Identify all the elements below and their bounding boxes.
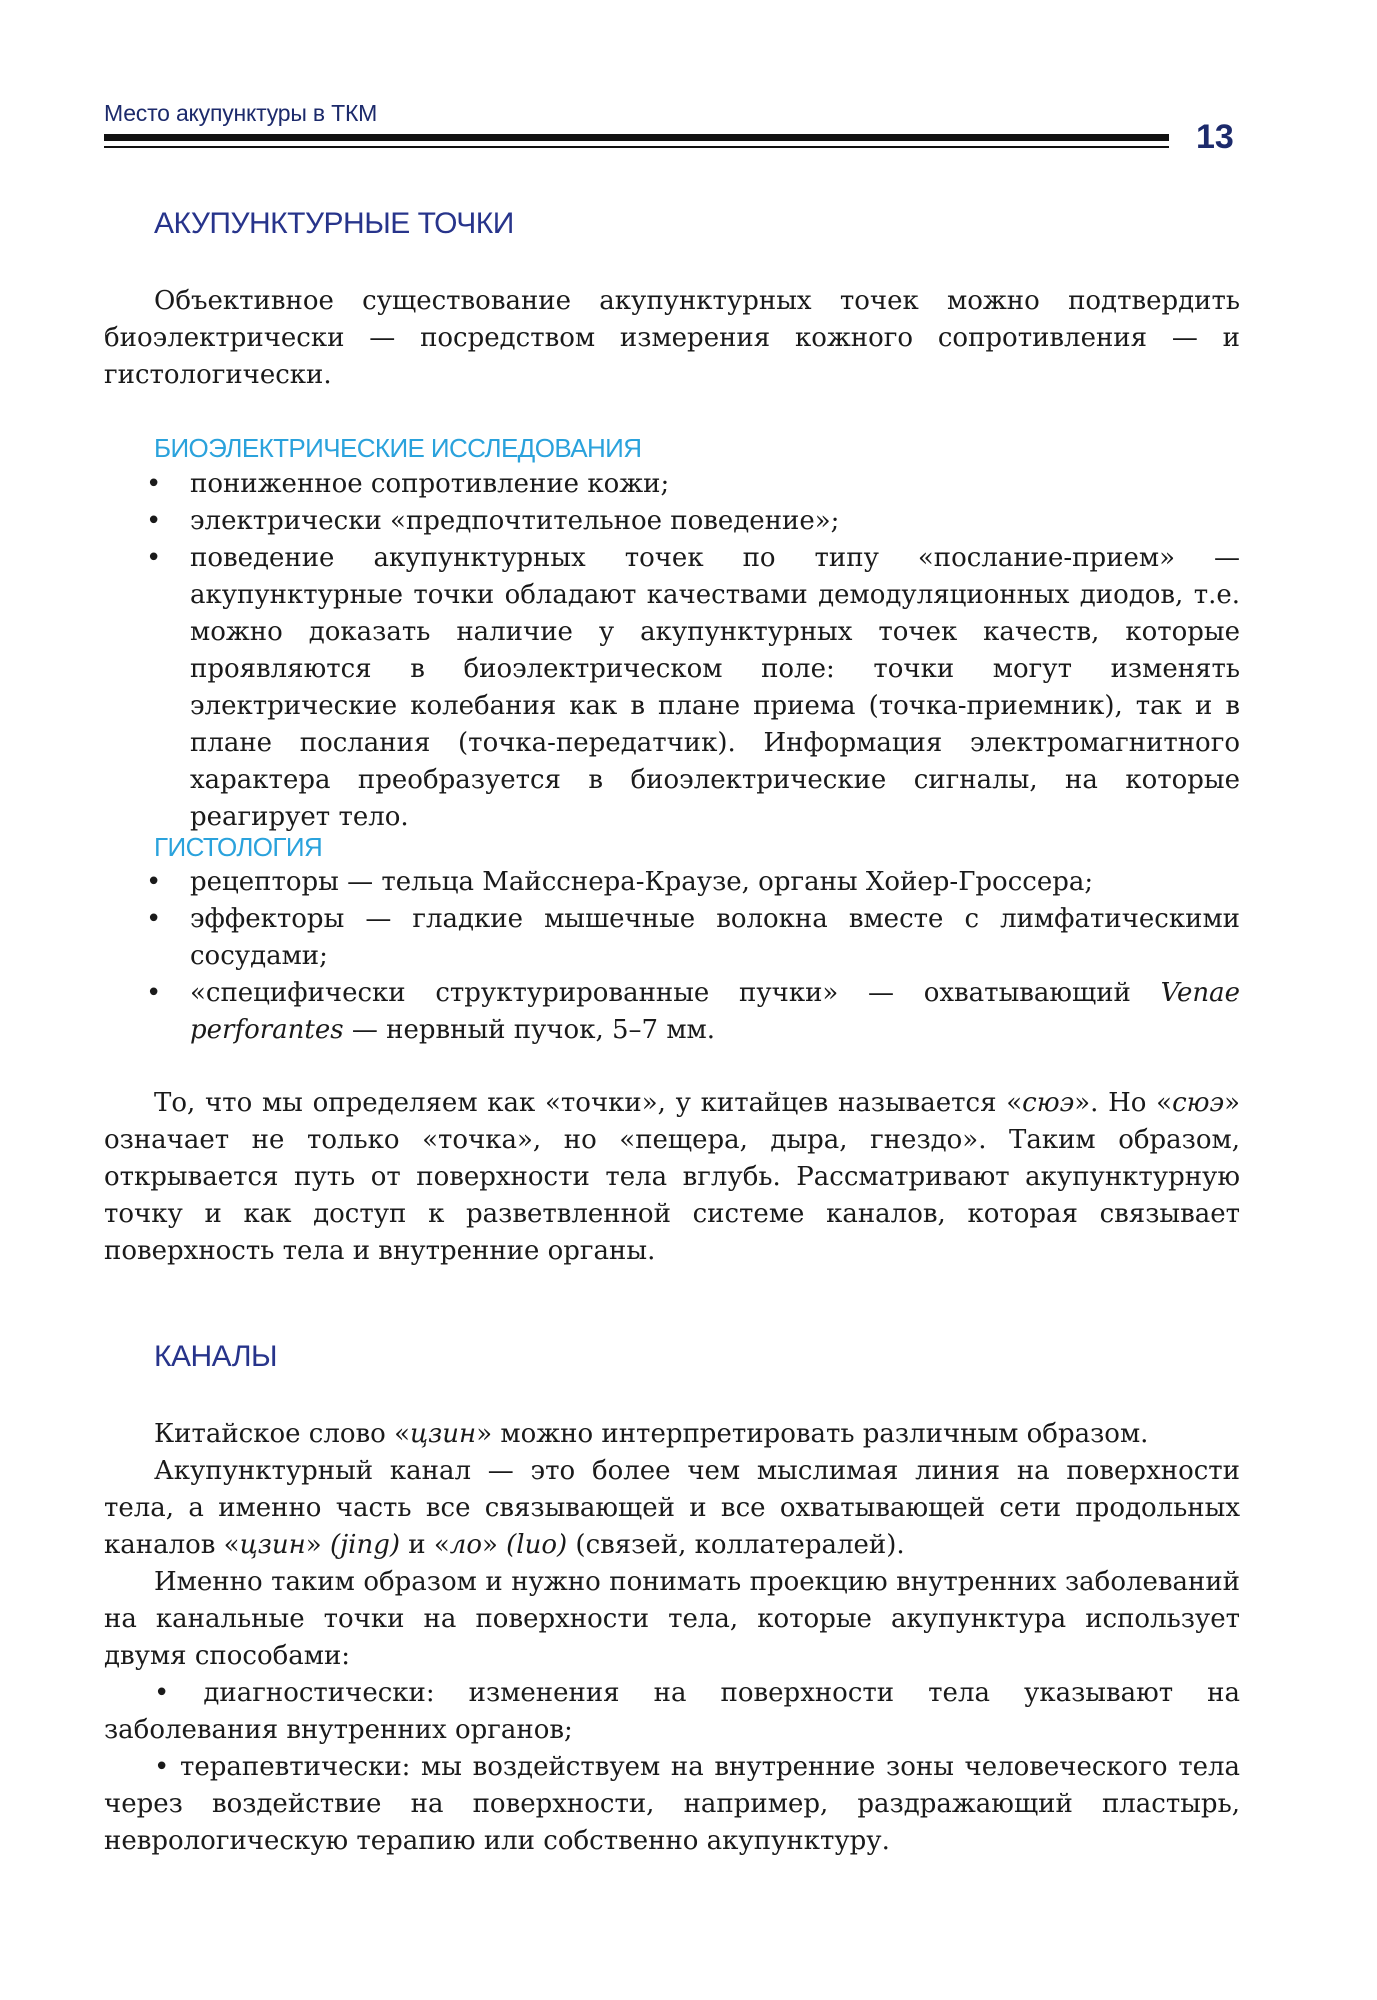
bioelectric-list-block: [104, 466, 1240, 836]
bullet-icon: •: [146, 904, 162, 934]
running-header-title: Место акупунктуры в ТКМ: [104, 100, 378, 126]
list-item: • пониженное сопротивление кожи;: [104, 466, 1240, 503]
section2-paragraph-1: Китайское слово «цзин» можно интерпретировать различным образом.: [154, 1419, 1149, 1449]
bullet-icon: •: [146, 978, 162, 1008]
subheading-histology: ГИСТОЛОГИЯ: [154, 832, 323, 862]
histology-list-block: [104, 864, 1240, 1049]
section1-closing-paragraph: То, что мы определяем как «точки», у китайцев называется «сюэ». Но «сюэ» означает не только «точка», но «пещера, дыра, гнездо». Таким образом, открывается путь от поверхности тела вглубь. Рассматривают акупунктурную точку и как доступ к разветвленной системе каналов, которая связывает поверхность тела и внутренние органы.: [104, 1088, 1241, 1266]
section-heading-acupuncture-points: АКУПУНКТУРНЫЕ ТОЧКИ: [154, 207, 514, 240]
section-heading-channels: КАНАЛЫ: [154, 1340, 278, 1373]
list-item: • «специфически структурированные пучки» — охватывающий Venae perforantes — нервный пучок, 5–7 мм.: [104, 975, 1240, 1049]
subheading-bioelectric: БИОЭЛЕКТРИЧЕСКИЕ ИССЛЕДОВАНИЯ: [154, 433, 642, 463]
page-number: 13: [1196, 118, 1234, 156]
bullet-icon: •: [154, 1678, 170, 1708]
list-item: • рецепторы — тельца Майсснера-Краузе, органы Хойер-Гроссера;: [104, 864, 1240, 901]
section1-closing-block: [104, 1085, 1240, 1270]
bullet-icon: •: [146, 867, 162, 897]
section1-intro-block: [104, 283, 1240, 394]
section2-bullet-diagnostic: • диагностически: изменения на поверхности тела указывают на заболевания внутренних органов;: [104, 1678, 1241, 1745]
header-rule-thin: [104, 146, 1169, 148]
list-item: • эффекторы — гладкие мышечные волокна вместе с лимфатическими сосудами;: [104, 901, 1240, 975]
bullet-icon: •: [146, 506, 162, 536]
list-item: • поведение акупунктурных точек по типу «послание-прием» — акупунктурные точки обладают качествами демодуляционных диодов, т.е. можно доказать наличие у акупунктурных точек качеств, которые проявляются в биоэлектрическом поле: точки могут изменять электрические колебания как в плане приема (точка-приемник), так и в плане послания (точка-передатчик). Информация электромагнитного характера преобразуется в биоэлектрические сигналы, на которые реагирует тело.: [104, 540, 1240, 836]
section2-body: [104, 1416, 1240, 1860]
bioelectric-list: [104, 466, 1240, 836]
section2-paragraph-3: Именно таким образом и нужно понимать проекцию внутренних заболеваний на канальные точки на поверхности тела, которые акупунктура использует двумя способами:: [104, 1567, 1240, 1671]
bullet-icon: •: [146, 469, 162, 499]
section2-paragraph-2: Акупунктурный канал — это более чем мыслимая линия на поверхности тела, а именно часть все связывающей и все охватывающей сети продольных каналов «цзин» (jing) и «ло» (luo) (связей, коллатералей).: [104, 1456, 1240, 1560]
histology-list: [104, 864, 1240, 1049]
section2-bullet-therapeutic: • терапевтически: мы воздействуем на внутренние зоны человеческого тела через воздействие на поверхности, например, раздражающий пластырь, неврологическую терапию или собственно акупунктуру.: [104, 1752, 1240, 1856]
section1-intro-paragraph: Объективное существование акупунктурных точек можно подтвердить биоэлектрически — посредством измерения кожного сопротивления — и гистологически.: [104, 286, 1240, 390]
bullet-icon: •: [154, 1752, 170, 1782]
header-rule-thick: [104, 134, 1169, 141]
bullet-icon: •: [146, 543, 162, 573]
list-item: • электрически «предпочтительное поведение»;: [104, 503, 1240, 540]
